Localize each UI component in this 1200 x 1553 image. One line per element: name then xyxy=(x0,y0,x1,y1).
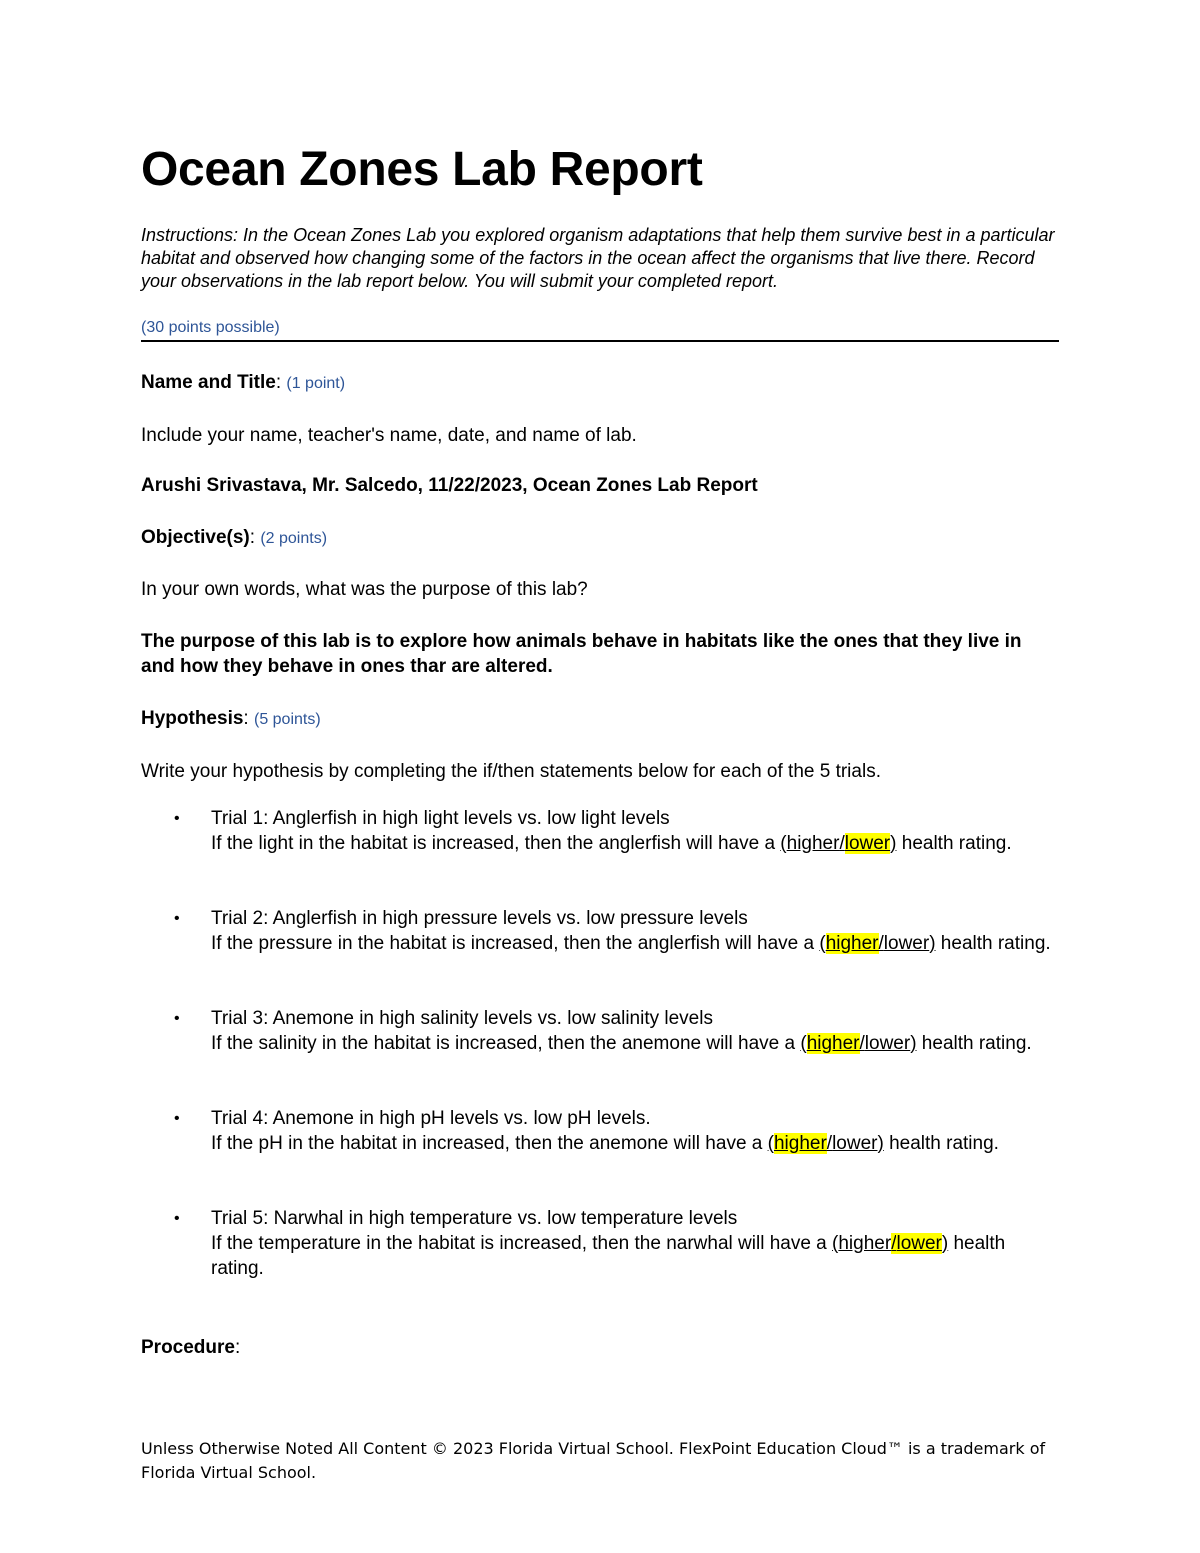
hypothesis-points: (5 points) xyxy=(253,711,321,728)
instructions-text: Instructions: In the Ocean Zones Lab you explored organism adaptations that help them survive best in a particular habitat and observed how changing some of the factors in the ocean affect the organisms that live there. Record your observations in the lab report below. You will submit your completed report. xyxy=(141,225,1055,291)
choice-group: (higher/lower) xyxy=(819,933,936,954)
procedure-heading: Procedure xyxy=(141,1337,235,1358)
points-possible-rule xyxy=(141,316,1059,342)
hypothesis-prompt: Write your hypothesis by completing the if/then statements below for each of the 5 trials. xyxy=(141,761,881,782)
trial-title: Trial 3: Anemone in high salinity levels vs. low salinity levels xyxy=(211,1008,713,1029)
procedure-colon: : xyxy=(234,1337,241,1358)
objective-prompt: In your own words, what was the purpose of this lab? xyxy=(141,579,588,600)
choice-higher: higher xyxy=(773,1133,827,1154)
page-title: Ocean Zones Lab Report xyxy=(141,143,703,196)
choice-group: (higher/lower) xyxy=(800,1033,917,1054)
choice-group: (higher/lower) xyxy=(767,1133,884,1154)
bullet-icon: • xyxy=(174,810,180,827)
objective-answer: The purpose of this lab is to explore how animals behave in habitats like the ones that they live in and how they behave in ones thar are altered. xyxy=(141,631,1022,677)
objective-points: (2 points) xyxy=(260,530,328,547)
hypothesis-section-heading xyxy=(141,706,1061,732)
choice-lower: lower xyxy=(864,1033,911,1054)
trial-item-5 xyxy=(141,1206,1061,1281)
name-answer: Arushi Srivastava, Mr. Salcedo, 11/22/2023, Ocean Zones Lab Report xyxy=(141,475,758,496)
choice-lower: lower xyxy=(832,1133,878,1154)
name-prompt: Include your name, teacher's name, date, and name of lab. xyxy=(141,425,637,446)
objective-colon: : xyxy=(249,527,256,548)
trial-statement: If the pH in the habitat in increased, then the anemone will have a (higher/lower) health rating. xyxy=(211,1133,999,1154)
objective-section-heading xyxy=(141,525,1061,551)
trial-item-3 xyxy=(141,1006,1061,1056)
bullet-icon: • xyxy=(174,1110,180,1127)
name-colon: : xyxy=(275,372,282,393)
name-section-heading xyxy=(141,370,1061,396)
trial-item-4 xyxy=(141,1106,1061,1156)
choice-higher: higher xyxy=(825,933,879,954)
objective-heading: Objective(s) xyxy=(141,527,250,548)
bullet-icon: • xyxy=(174,1010,180,1027)
choice-group: (higher/lower) xyxy=(832,1233,949,1254)
trial-title: Trial 4: Anemone in high pH levels vs. low pH levels. xyxy=(211,1108,651,1129)
bullet-icon: • xyxy=(174,1210,180,1227)
trial-title: Trial 2: Anglerfish in high pressure levels vs. low pressure levels xyxy=(211,908,748,929)
hypothesis-heading: Hypothesis xyxy=(141,708,244,729)
procedure-section-heading xyxy=(141,1335,1061,1360)
points-possible: (30 points possible) xyxy=(141,319,280,336)
choice-higher: higher xyxy=(838,1233,892,1254)
name-heading: Name and Title xyxy=(141,372,276,393)
choice-lower: lower xyxy=(883,933,930,954)
trial-statement: If the temperature in the habitat is increased, then the narwhal will have a (higher/lower) health rating. xyxy=(211,1233,1006,1279)
trial-statement: If the salinity in the habitat is increased, then the anemone will have a (higher/lower) health rating. xyxy=(211,1033,1032,1054)
choice-lower: lower xyxy=(844,833,891,854)
trial-statement: If the light in the habitat is increased, then the anglerfish will have a (higher/lower) health rating. xyxy=(211,833,1012,854)
hypothesis-colon: : xyxy=(243,708,249,729)
bullet-icon: • xyxy=(174,910,180,927)
trial-statement: If the pressure in the habitat is increased, then the anglerfish will have a (higher/lower) health rating. xyxy=(211,933,1051,954)
choice-higher: higher xyxy=(806,1033,860,1054)
trial-item-1 xyxy=(141,806,1061,856)
trial-item-2 xyxy=(141,906,1061,956)
trial-title: Trial 1: Anglerfish in high light levels vs. low light levels xyxy=(211,808,670,829)
copyright-footer: Unless Otherwise Noted All Content © 2023 Florida Virtual School. FlexPoint Education Cloud™ is a trademark of Florida Virtual School. xyxy=(141,1439,1046,1482)
trial-title: Trial 5: Narwhal in high temperature vs. low temperature levels xyxy=(211,1208,738,1229)
choice-group: (higher/lower) xyxy=(780,833,897,854)
choice-higher: higher xyxy=(786,833,840,854)
name-points: (1 point) xyxy=(286,375,346,392)
choice-lower: lower xyxy=(896,1233,942,1254)
